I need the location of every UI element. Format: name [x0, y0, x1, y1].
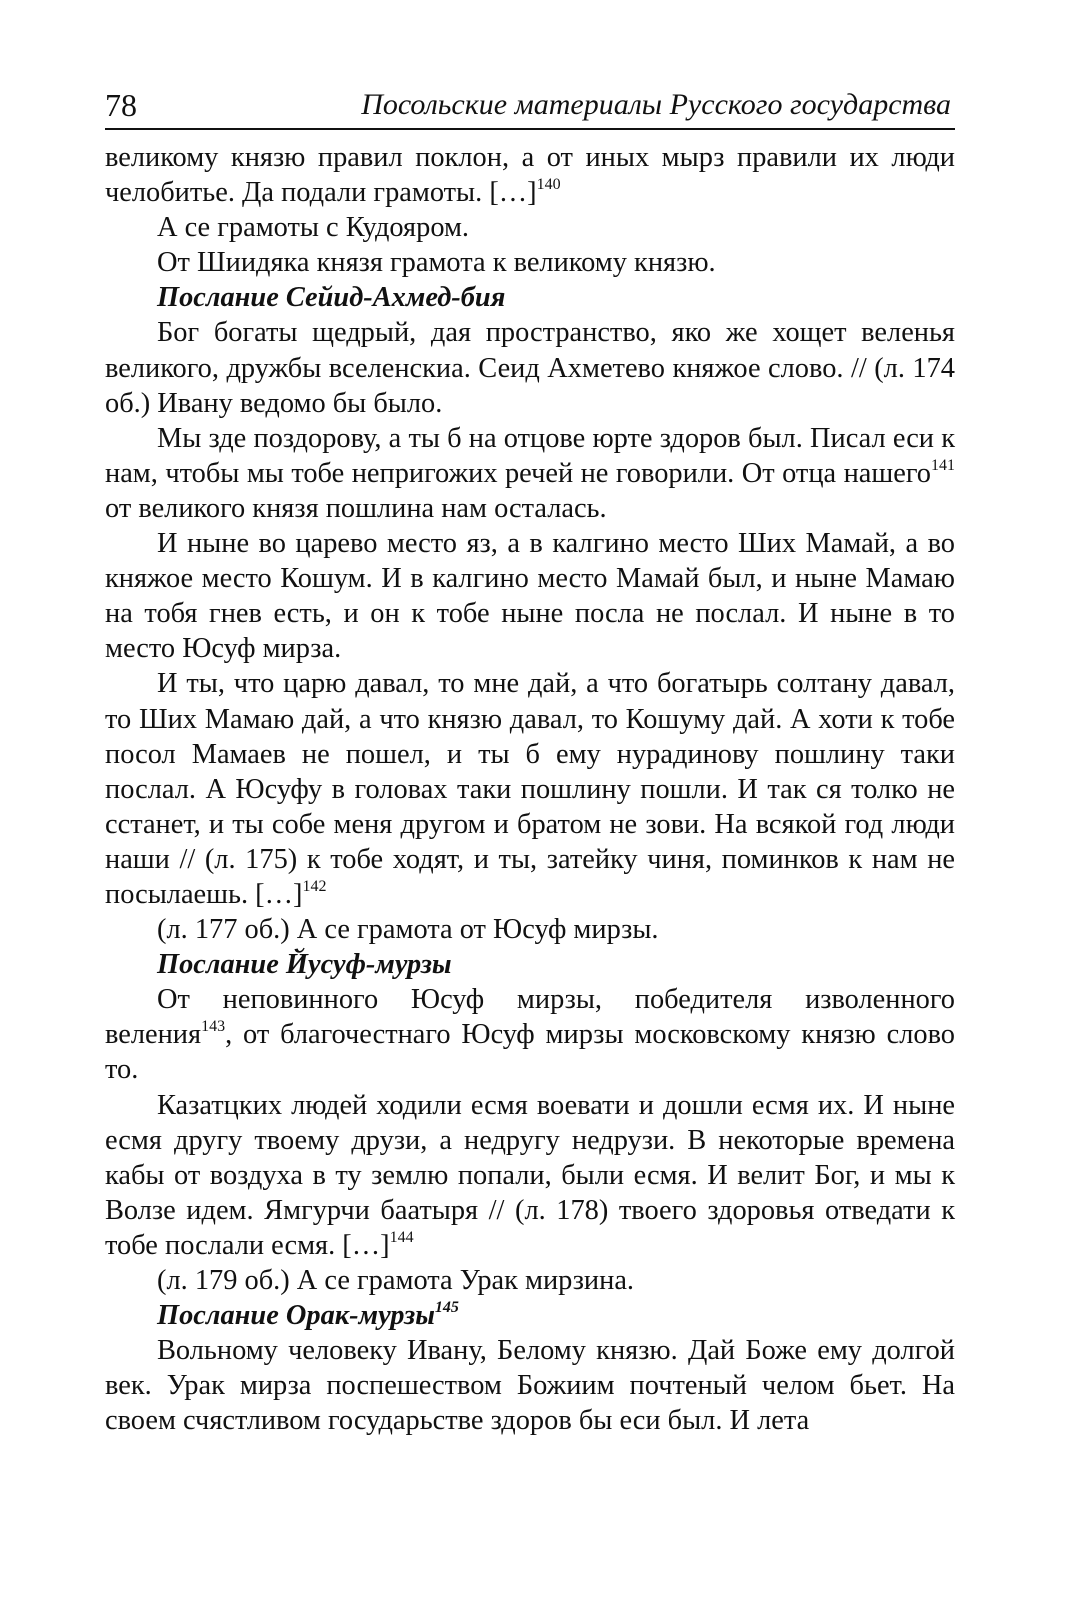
paragraph-14: Вольному человеку Ивану, Белому князю. Дай Боже ему долгой век. Урак мирза поспешеством Божиим почтеный челом бьет. На своем счястливом государьстве здоров бы еси был. И лета	[105, 1335, 955, 1437]
footnote-marker: 143	[201, 1018, 226, 1036]
page-header	[105, 88, 955, 128]
paragraph-8: (л. 177 об.) А се грамота от Юсуф мирзы.	[157, 914, 659, 946]
page-number: 78	[105, 87, 137, 123]
paragraph-4: Бог богаты щедрый, дая пространство, яко же хощет веленья великого, дружбы вселенскиа. Сеид Ахметево княжое слово. // (л. 174 об.) Ивану ведомо бы было.	[105, 317, 955, 419]
running-title: Посольские материалы Русского государства	[361, 88, 951, 121]
section-heading: Послание Йусуф-мурзы	[157, 949, 452, 981]
paragraph-5: Мы зде поздорову, а ты б на отцове юрте здоров был. Писал еси к нам, чтобы мы тобе непригожих речей не говорили. От отца нашего$^{141}$ от великого князя пошлина нам осталась.	[105, 422, 955, 524]
body-text	[105, 140, 955, 1438]
footnote-marker: 140	[536, 176, 561, 194]
section-heading: Послание Сейид-Ахмед-бия	[157, 282, 506, 314]
footnote-marker: 145	[434, 1299, 459, 1317]
footnote-marker: 142	[302, 877, 327, 895]
paragraph-6: И ныне во царево место яз, а в калгино место Ших Мамай, а во княжое место Кошум. И в калгино место Мамай был, и ныне Мамаю на тобя гнев есть, и он к тобе ныне посла не послал. И ныне в то место Юсуф мирза.	[105, 528, 955, 665]
section-heading: Послание Орак-мурзы$^{145}$	[157, 1299, 459, 1332]
paragraph-2: От Шиидяка князя грамота к великому князю.	[157, 247, 716, 279]
paragraph-11: Казатцких людей ходили есмя воевати и дошли есмя их. И ныне есмя другу твоему друзи, а недругу недрузи. В некоторые времена кабы от воздуха в ту землю попали, были есмя. И велит Бог, и мы к Волзе идем. Ямгурчи баатыря // (л. 178) твоего здоровья отведати к тобе послали есмя. […]$^{144}$	[105, 1089, 955, 1261]
paragraph-10: От неповинного Юсуф мирзы, победителя изволенного веления$^{143}$, от благочестнаго Юсуф мирзы московскому князю слово то.	[105, 984, 955, 1086]
paragraph-7: И ты, что царю давал, то мне дай, а что богатырь солтану давал, то Ших Мамаю дай, а что князю давал, то Кошуму дай. А хоти к тобе посол Мамаев не пошел, и ты б ему нурадинову пошлину таки послал. А Юсуфу в головах таки пошлину пошли. И так ся толко не сстанет, и ты собе меня другом и братом не зови. На всякой год люди наши // (л. 175) к тобе ходят, и ты, затейку чиня, поминков к нам не посылаешь. […]$^{142}$	[105, 668, 955, 910]
paragraph-1: А се грамоты с Кудояром.	[157, 212, 470, 244]
paragraph-0: великому князю правил поклон, а от иных мырз правили их люди челобитье. Да подали грамоты. […]$^{140}$	[105, 142, 955, 209]
footnote-marker: 144	[389, 1228, 414, 1246]
footnote-marker: 141	[931, 456, 955, 474]
paragraph-12: (л. 179 об.) А се грамота Урак мирзина.	[157, 1265, 635, 1296]
header-rule	[105, 128, 955, 130]
